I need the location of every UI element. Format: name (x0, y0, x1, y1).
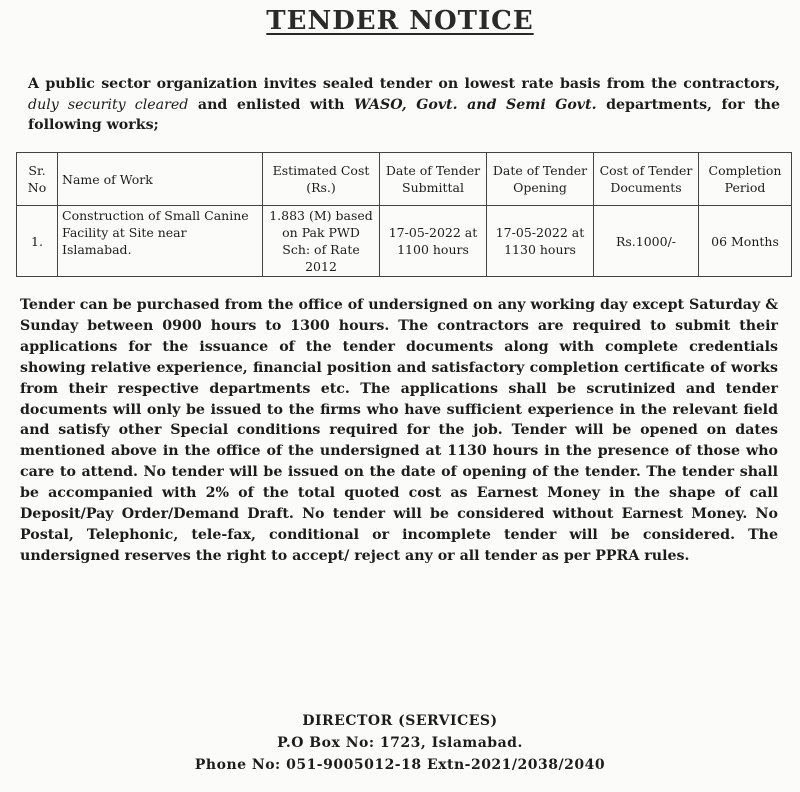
notice-title: TENDER NOTICE (266, 6, 534, 36)
cell-sr-no: 1. (17, 206, 58, 277)
header-opening-date: Date of Tender Opening (487, 153, 594, 206)
header-document-cost: Cost of Tender Documents (594, 153, 699, 206)
cell-estimated-cost: 1.883 (M) based on Pak PWD Sch: of Rate 2012 (263, 206, 380, 277)
intro-security-cleared: duly security cleared (28, 96, 189, 113)
header-completion-period: Completion Period (699, 153, 792, 206)
table-header-row (17, 153, 792, 206)
terms-paragraph: Tender can be purchased from the office of undersigned on any working day except Saturday & Sunday between 0900 hours to 1300 hours. The contractors are required to submit their applications for the issuance of the tender documents along with complete credentials showing relative experience, financial position and satisfactory completion certificate of works from their respective departments etc. The applications shall be scrutinized and tender documents will only be issued to the firms who have sufficient experience in the relevant field and satisfy other Special conditions required for the job. Tender will be opened on dates mentioned above in the office of the undersigned at 1130 hours in the presence of those who care to attend. No tender will be issued on the date of opening of the tender. The tender shall be accompanied with 2% of the total quoted cost as Earnest Money in the shape of call Deposit/Pay Order/Demand Draft. No tender will be considered without Earnest Money. No Postal, Telephonic, tele-fax, conditional or incomplete tender will be considered. The undersigned reserves the right to accept/ reject any or all tender as per PPRA rules. (20, 297, 778, 564)
director-title: DIRECTOR (SERVICES) (302, 713, 498, 729)
header-estimated-cost: Estimated Cost (Rs.) (263, 153, 380, 206)
works-table (16, 152, 792, 277)
header-sr-no: Sr. No (17, 153, 58, 206)
cell-completion-period: 06 Months (699, 206, 792, 277)
intro-text-1: A public sector organization invites sealed tender on lowest rate basis from the contractors, (28, 76, 780, 92)
po-box-address: P.O Box No: 1723, Islamabad. (277, 735, 523, 751)
cell-opening-date: 17-05-2022 at 1130 hours (487, 206, 594, 277)
phone-number: Phone No: 051-9005012-18 Extn-2021/2038/2040 (194, 757, 606, 773)
cell-submittal-date: 17-05-2022 at 1100 hours (380, 206, 487, 277)
cell-name-of-work: Construction of Small Canine Facility at Site near Islamabad. (58, 206, 263, 277)
intro-paragraph (28, 74, 780, 136)
header-name-of-work: Name of Work (58, 153, 263, 206)
header-submittal-date: Date of Tender Submittal (380, 153, 487, 206)
intro-waso: WASO, Govt. and Semi Govt. (353, 96, 597, 113)
cell-document-cost: Rs.1000/- (594, 206, 699, 277)
intro-text-3: and enlisted with (188, 96, 354, 113)
table-row (17, 206, 792, 277)
intro-text-5: departments, for the following works; (28, 96, 780, 133)
signature-block (0, 710, 800, 776)
